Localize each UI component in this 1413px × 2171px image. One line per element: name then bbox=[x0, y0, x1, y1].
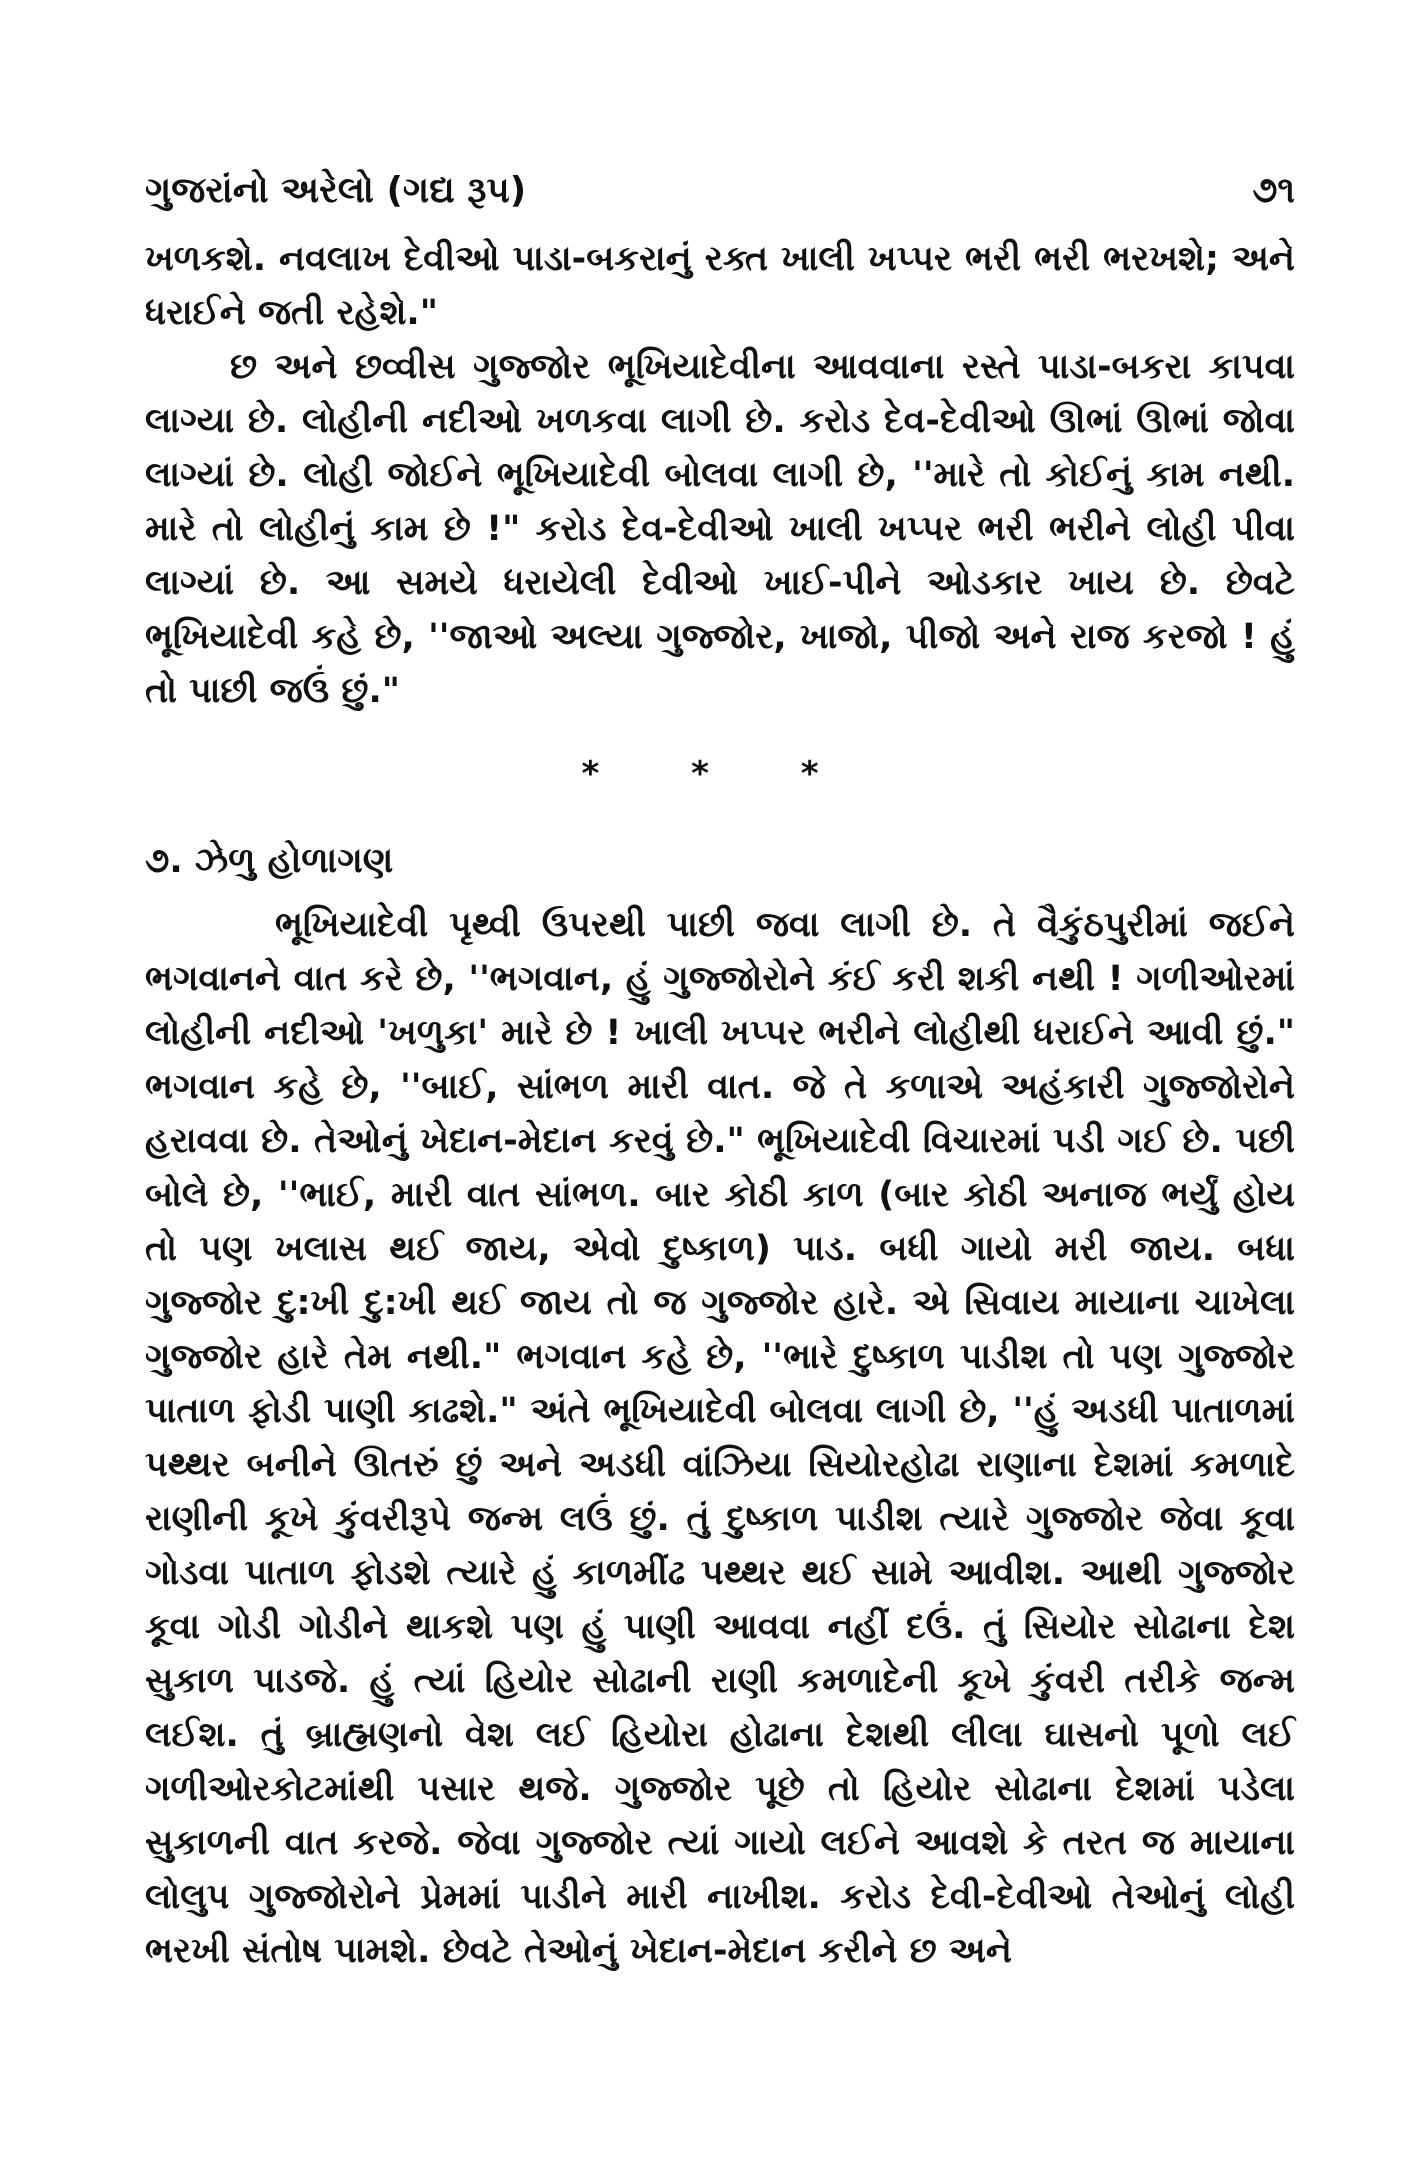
paragraph-continued: ખળકશે. નવલાખ દેવીઓ પાડા-બકરાનું રક્ત ખાલી ખપ્પર ભરી ભરી ભરખશે; અને ધરાઈને જતી રહેશે." bbox=[145, 239, 1295, 333]
section-heading: ૭. ઝેળુ હોળાગણ bbox=[145, 841, 394, 881]
paragraph: છ અને છવ્વીસ ગુજ્જોર ભૂખિયાદેવીના આવવાના રસ્તે પાડા-બકરા કાપવા લાગ્યા છે. લોહીની નદીઓ ખળકવા લાગી છે. કરોડ દેવ-દેવીઓ ઊભાં ઊભાં જોવા લાગ્યાં છે. લોહી જોઈને ભૂખિયાદેવી બોલવા લાગી છે, ''મારે તો કોઈનું કામ નથી. મારે તો લોહીનું કામ છે !" કરોડ દેવ-દેવીઓ ખાલી ખપ્પર ભરી ભરીને લોહી પીવા લાગ્યાં છે. આ સમયે ધરાયેલી દેવીઓ ખાઈ-પીને ઓડકાર ખાય છે. છેવટે ભૂખિયાદેવી કહે છે, ''જાઓ અલ્યા ગુજ્જોર, ખાજો, પીજો અને રાજ કરજો ! હું તો પાછી જઉં છું." bbox=[145, 347, 1295, 711]
page-number: ૭૧ bbox=[1252, 170, 1295, 211]
section-paragraph: ભૂખિયાદેવી પૃથ્વી ઉપરથી પાછી જવા લાગી છે. તે વૈકુંઠપુરીમાં જઈને ભગવાનને વાત કરે છે, ''ભગવાન, હું ગુજ્જોરોને કંઈ કરી શકી નથી ! ગળીઓરમાં લોહીની નદીઓ 'ખળુકા' મારે છે ! ખાલી ખપ્પર ભરીને લોહીથી ધરાઈને આવી છું." ભગવાન કહે છે, ''બાઈ, સાંભળ મારી વાત. જે તે કળાએ અહંકારી ગુજ્જોરોને હરાવવા છે. તેઓનું ખેદાન-મેદાન કરવું છે." ભૂખિયાદેવી વિચારમાં પડી ગઈ છે. પછી બોલે છે, ''ભાઈ, મારી વાત સાંભળ. બાર કોઠી કાળ (બાર કોઠી અનાજ ભર્યું હોય તો પણ ખલાસ થઈ જાય, એવો દુષ્કાળ) પાડ. બધી ગાયો મરી જાય. બધા ગુજ્જોર દુ:ખી દુ:ખી થઈ જાય તો જ ગુજ્જોર હારે. એ સિવાય માયાના ચાખેલા ગુજ્જોર હારે તેમ નથી." ભગવાન કહે છે, ''ભારે દુષ્કાળ પાડીશ તો પણ ગુજ્જોર પાતાળ ફોડી પાણી કાઢશે." અંતે ભૂખિયાદેવી બોલવા લાગી છે, ''હું અડધી પાતાળમાં પથ્થર બનીને ઊતરું છું અને અડધી વાંઝિયા સિયોરહોઢા રાણાના દેશમાં કમળાદે રાણીની કૂખે કુંવરીરૂપે જન્મ લઉં છું. તું દુષ્કાળ પાડીશ ત્યારે ગુજ્જોર જેવા કૂવા ગોડવા પાતાળ ફોડશે ત્યારે હું કાળમીંઢ પથ્થર થઈ સામે આવીશ. આથી ગુજ્જોર કૂવા ગોડી ગોડીને થાકશે પણ હું પાણી આવવા નહીં દઉં. તું સિયોર સોઢાના દેશ સુકાળ પાડજે. હું ત્યાં હિયોર સોઢાની રાણી કમળાદેની કૂખે કુંવરી તરીકે જન્મ લઈશ. તું બ્રાહ્મણનો વેશ લઈ હિયોરા હોઢાના દેશથી લીલા ઘાસનો પૂળો લઈ ગળીઓરકોટમાંથી પસાર થજે. ગુજ્જોર પૂછે તો હિયોર સોઢાના દેશમાં પડેલા સુકાળની વાત કરજે. જેવા ગુજ્જોર ત્યાં ગાયો લઈને આવશે કે તરત જ માયાના લોલુપ ગુજ્જોરોને પ્રેમમાં પાડીને મારી નાખીશ. કરોડ દેવી-દેવીઓ તેઓનું લોહી ભરખી સંતોષ પામશે. છેવટે તેઓનું ખેદાન-મેદાન કરીને છ અને bbox=[145, 905, 1295, 1971]
page-header bbox=[145, 170, 1295, 212]
book-page bbox=[145, 170, 1295, 1978]
running-title: ગુજરાંનો અરેલો (ગદ્ય રૂપ) bbox=[145, 170, 527, 211]
section-separator: * * * bbox=[581, 754, 859, 794]
